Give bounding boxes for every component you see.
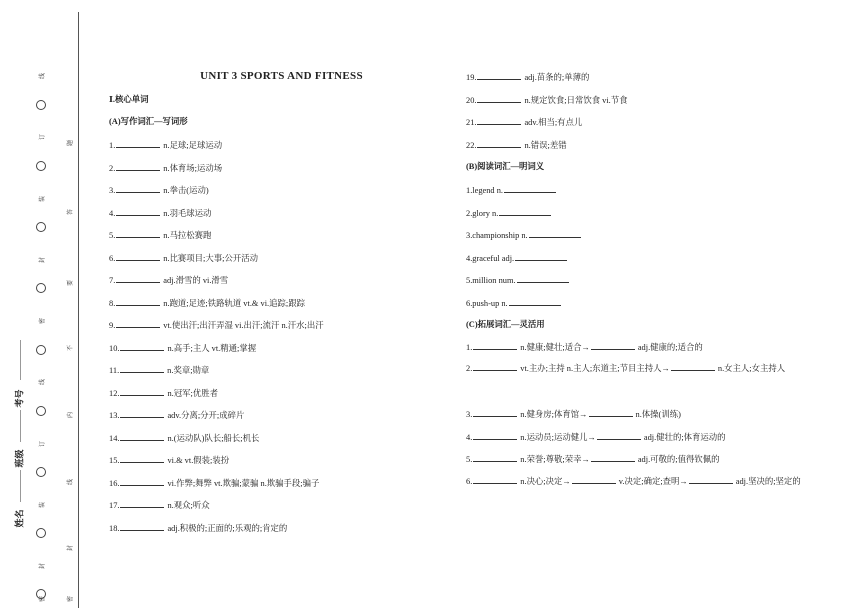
item-number: 21.	[466, 118, 477, 127]
answer-blank[interactable]	[120, 432, 164, 441]
item-number: 2.	[466, 364, 473, 373]
extended-item	[466, 341, 703, 353]
seal-circle	[36, 100, 46, 110]
item-number: 3.	[109, 186, 116, 195]
item-definition: n.决心;决定→	[520, 477, 571, 486]
item-definition: adj.滑雪的 vi.滑雪	[163, 276, 229, 285]
gutter-char: 不	[68, 344, 75, 352]
answer-blank[interactable]	[116, 297, 160, 306]
gutter-char: 要	[68, 279, 75, 287]
gutter-char: 答	[68, 208, 75, 216]
answer-blank[interactable]	[671, 362, 715, 371]
gutter-char: 密	[40, 595, 47, 603]
vocab-item	[109, 522, 287, 534]
answer-blank[interactable]	[504, 184, 556, 193]
answer-blank[interactable]	[473, 362, 517, 371]
answer-blank[interactable]	[116, 252, 160, 261]
item-definition: n.马拉松赛跑	[163, 231, 212, 240]
answer-blank[interactable]	[473, 453, 517, 462]
extended-item	[466, 431, 726, 443]
answer-blank[interactable]	[120, 499, 164, 508]
item-number: 15.	[109, 456, 120, 465]
answer-blank[interactable]	[473, 341, 517, 350]
item-definition: n.体操(训练)	[635, 410, 681, 419]
extended-item	[466, 471, 806, 493]
gutter-char: 线	[40, 72, 47, 80]
vocab-item	[109, 139, 222, 151]
vocab-item	[466, 94, 628, 106]
vocab-item	[466, 71, 589, 83]
answer-blank[interactable]	[473, 408, 517, 417]
name-line	[20, 470, 21, 502]
vocab-item	[109, 364, 209, 376]
answer-blank[interactable]	[477, 94, 521, 103]
item-definition: adj.坚决的;坚定的	[735, 477, 801, 486]
item-definition: n.比赛项目;大事;公开活动	[163, 253, 258, 263]
gutter-char: 密	[40, 317, 47, 325]
item-definition: vt.使出汗;出汗弄湿 vi.出汗;流汗 n.汗水;出汗	[163, 321, 324, 330]
answer-blank[interactable]	[597, 431, 641, 440]
item-number: 18.	[109, 523, 120, 533]
vocab-item	[109, 477, 319, 489]
item-number: 19.	[466, 73, 477, 82]
item-definition: v.决定;确定;查明→	[618, 477, 688, 486]
item-definition: n.(运动队)队长;船长;机长	[167, 433, 260, 443]
item-number: 2.	[109, 163, 116, 173]
part-c-heading: (C)拓展词汇—灵活用	[466, 320, 545, 329]
reading-item	[466, 184, 559, 196]
gutter-char: 装	[40, 195, 47, 203]
item-definition: n.高手;主人 vt.精通;掌握	[167, 343, 257, 353]
answer-blank[interactable]	[591, 341, 635, 350]
gutter-char: 装	[40, 501, 47, 509]
vocab-item	[109, 297, 305, 309]
item-number: 6.	[109, 253, 116, 263]
item-definition: n.女主人;女主持人	[717, 364, 786, 373]
item-definition: n.健康;健壮;适合→	[520, 343, 590, 352]
answer-blank[interactable]	[120, 387, 164, 396]
item-definition: n.冠军;优胜者	[167, 388, 218, 398]
answer-blank[interactable]	[116, 184, 160, 193]
item-number: 3.	[466, 410, 473, 419]
item-number: 6.	[466, 477, 473, 486]
answer-blank[interactable]	[120, 477, 164, 486]
vocab-item	[109, 409, 244, 421]
answer-blank[interactable]	[515, 252, 567, 261]
item-number: 17.	[109, 501, 120, 510]
section-heading: Ⅰ.核心单词	[109, 95, 149, 104]
vocab-item	[109, 252, 258, 264]
class-line	[20, 410, 21, 442]
answer-blank[interactable]	[477, 71, 521, 80]
exam-number-label: 考号	[14, 389, 25, 408]
part-b-heading: (B)阅读词汇—明词义	[466, 162, 545, 171]
item-word: 5.million num.	[466, 276, 516, 285]
item-definition: n.规定饮食;日常饮食 vi.节食	[524, 95, 628, 105]
seal-circle	[36, 589, 46, 599]
class-label: 班级	[14, 449, 25, 468]
item-definition: adj.苗条的;单薄的	[524, 73, 590, 82]
vocab-item	[109, 162, 222, 174]
answer-blank[interactable]	[116, 229, 160, 238]
item-number: 4.	[466, 433, 473, 442]
item-number: 20.	[466, 95, 477, 105]
gutter-char: 题	[68, 139, 75, 147]
item-definition: adv.相当;有点儿	[524, 118, 583, 127]
binding-line	[78, 12, 79, 608]
vocab-item	[109, 274, 228, 286]
item-word: 4.graceful adj.	[466, 253, 515, 263]
answer-blank[interactable]	[116, 274, 160, 283]
gutter-char: 订	[40, 133, 47, 141]
seal-circle	[36, 528, 46, 538]
item-word: 6.push-up n.	[466, 298, 508, 308]
vocab-item	[109, 499, 210, 511]
item-definition: n.羽毛球运动	[163, 208, 212, 218]
item-definition: n.错误;差错	[524, 140, 567, 150]
item-definition: n.健身房;体育馆→	[520, 410, 588, 419]
answer-blank[interactable]	[591, 453, 635, 462]
vocab-item	[109, 387, 218, 399]
gutter-char: 密	[68, 595, 75, 603]
answer-blank[interactable]	[116, 139, 160, 148]
item-word: 3.championship n.	[466, 231, 528, 240]
seal-circle	[36, 467, 46, 477]
item-number: 5.	[109, 231, 116, 240]
answer-blank[interactable]	[120, 454, 164, 463]
vocab-item	[466, 139, 567, 151]
reading-item	[466, 207, 554, 219]
extended-item	[466, 408, 681, 420]
answer-blank[interactable]	[517, 274, 569, 283]
reading-item	[466, 229, 584, 241]
item-definition: n.拳击(运动)	[163, 186, 209, 195]
answer-blank[interactable]	[477, 116, 521, 125]
item-definition: adv.分离;分开;成碎片	[167, 411, 245, 420]
item-number: 16.	[109, 478, 120, 488]
answer-blank[interactable]	[116, 162, 160, 171]
gutter-char: 线	[40, 378, 47, 386]
gutter-char: 封	[68, 544, 75, 552]
item-definition: vt.主办;主持 n.主人;东道主;节目主持人→	[520, 364, 670, 373]
answer-blank[interactable]	[473, 431, 517, 440]
answer-blank[interactable]	[689, 475, 733, 484]
item-number: 4.	[109, 208, 116, 218]
vocab-item	[109, 184, 209, 196]
item-number: 22.	[466, 140, 477, 150]
vocab-item	[466, 116, 582, 128]
item-number: 9.	[109, 321, 116, 330]
reading-item	[466, 252, 570, 264]
answer-blank[interactable]	[116, 207, 160, 216]
seal-circle	[36, 283, 46, 293]
reading-item	[466, 274, 572, 286]
answer-blank[interactable]	[473, 475, 517, 484]
seal-circle	[36, 222, 46, 232]
item-definition: n.体育场;运动场	[163, 163, 223, 173]
answer-blank[interactable]	[499, 207, 551, 216]
answer-blank[interactable]	[120, 364, 164, 373]
part-a-heading: (A)写作词汇—写词形	[109, 117, 188, 126]
answer-blank[interactable]	[116, 319, 160, 328]
item-number: 1.	[109, 141, 116, 150]
answer-blank[interactable]	[477, 139, 521, 148]
item-number: 12.	[109, 388, 120, 398]
vocab-item	[109, 432, 259, 444]
vocab-item	[109, 229, 211, 241]
answer-blank[interactable]	[509, 297, 561, 306]
seal-circle	[36, 406, 46, 416]
item-definition: vi.& vt.假装;装扮	[167, 456, 230, 465]
vocab-item	[109, 207, 211, 219]
item-definition: n.跑道;足迹;铁路轨道 vt.& vi.追踪;跟踪	[163, 298, 305, 308]
item-definition: n.奖章;勋章	[167, 366, 210, 375]
gutter-char: 线	[68, 478, 75, 486]
item-number: 5.	[466, 455, 473, 464]
item-definition: n.荣誉;尊敬;荣幸→	[520, 455, 590, 464]
vocab-item	[109, 454, 229, 466]
item-definition: adj.积极的;正面的;乐观的;肯定的	[167, 523, 288, 533]
item-definition: adj.健壮的;体育运动的	[643, 433, 726, 442]
item-definition: n.观众;听众	[167, 501, 210, 510]
gutter-char: 内	[68, 411, 75, 419]
item-number: 14.	[109, 433, 120, 443]
name-label: 姓名	[14, 509, 25, 528]
item-number: 13.	[109, 411, 120, 420]
answer-blank[interactable]	[589, 408, 633, 417]
item-number: 1.	[466, 343, 473, 352]
vocab-item	[109, 319, 324, 331]
item-word: 2.glory n.	[466, 208, 499, 218]
gutter-char: 订	[40, 440, 47, 448]
gutter-char: 封	[40, 562, 47, 570]
vocab-item	[109, 342, 256, 354]
reading-item	[466, 297, 564, 309]
page-title: UNIT 3 SPORTS AND FITNESS	[200, 70, 363, 82]
exam-number-line	[20, 340, 21, 380]
item-definition: adj.健康的;适合的	[637, 343, 703, 352]
answer-blank[interactable]	[529, 229, 581, 238]
item-definition: n.足球;足球运动	[163, 141, 223, 150]
item-definition: n.运动员;运动健儿→	[520, 433, 596, 442]
item-number: 8.	[109, 298, 116, 308]
gutter-char: 封	[40, 256, 47, 264]
item-number: 10.	[109, 343, 120, 353]
item-number: 7.	[109, 276, 116, 285]
answer-blank[interactable]	[572, 475, 616, 484]
answer-blank[interactable]	[120, 409, 164, 418]
item-word: 1.legend n.	[466, 186, 503, 195]
answer-blank[interactable]	[120, 522, 164, 531]
item-number: 11.	[109, 366, 120, 375]
extended-item	[466, 453, 720, 465]
binding-gutter	[0, 0, 82, 608]
item-definition: vi.作弊;舞弊 vt.欺骗;蒙骗 n.欺骗手段;骗子	[167, 478, 320, 488]
item-definition: adj.可敬的;值得钦佩的	[637, 455, 720, 464]
seal-circle	[36, 161, 46, 171]
seal-circle	[36, 345, 46, 355]
extended-item	[466, 358, 806, 380]
answer-blank[interactable]	[120, 342, 164, 351]
